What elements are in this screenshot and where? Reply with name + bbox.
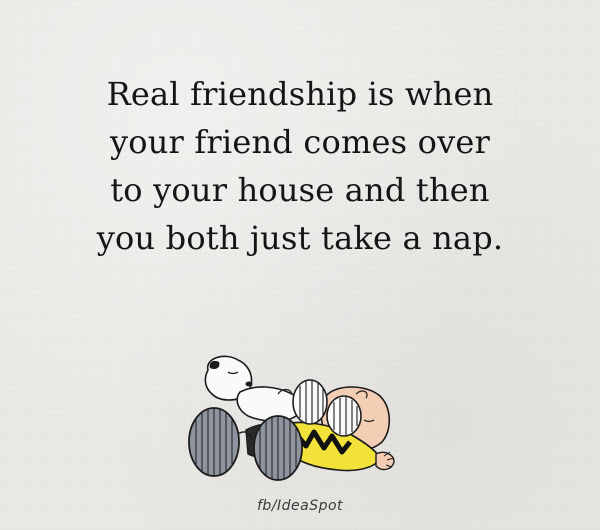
quote-line-1: Real friendship is when: [106, 75, 494, 113]
quote-text: [0, 70, 600, 262]
quote-line-3: to your house and then: [110, 171, 490, 209]
quote-line-2: your friend comes over: [109, 123, 491, 161]
quote-line-4: you both just take a nap.: [96, 219, 504, 257]
credit-text: fb/IdeaSpot: [256, 498, 344, 514]
napping-friends-illustration: [180, 350, 420, 490]
grey-shoe-soles: [189, 408, 302, 480]
